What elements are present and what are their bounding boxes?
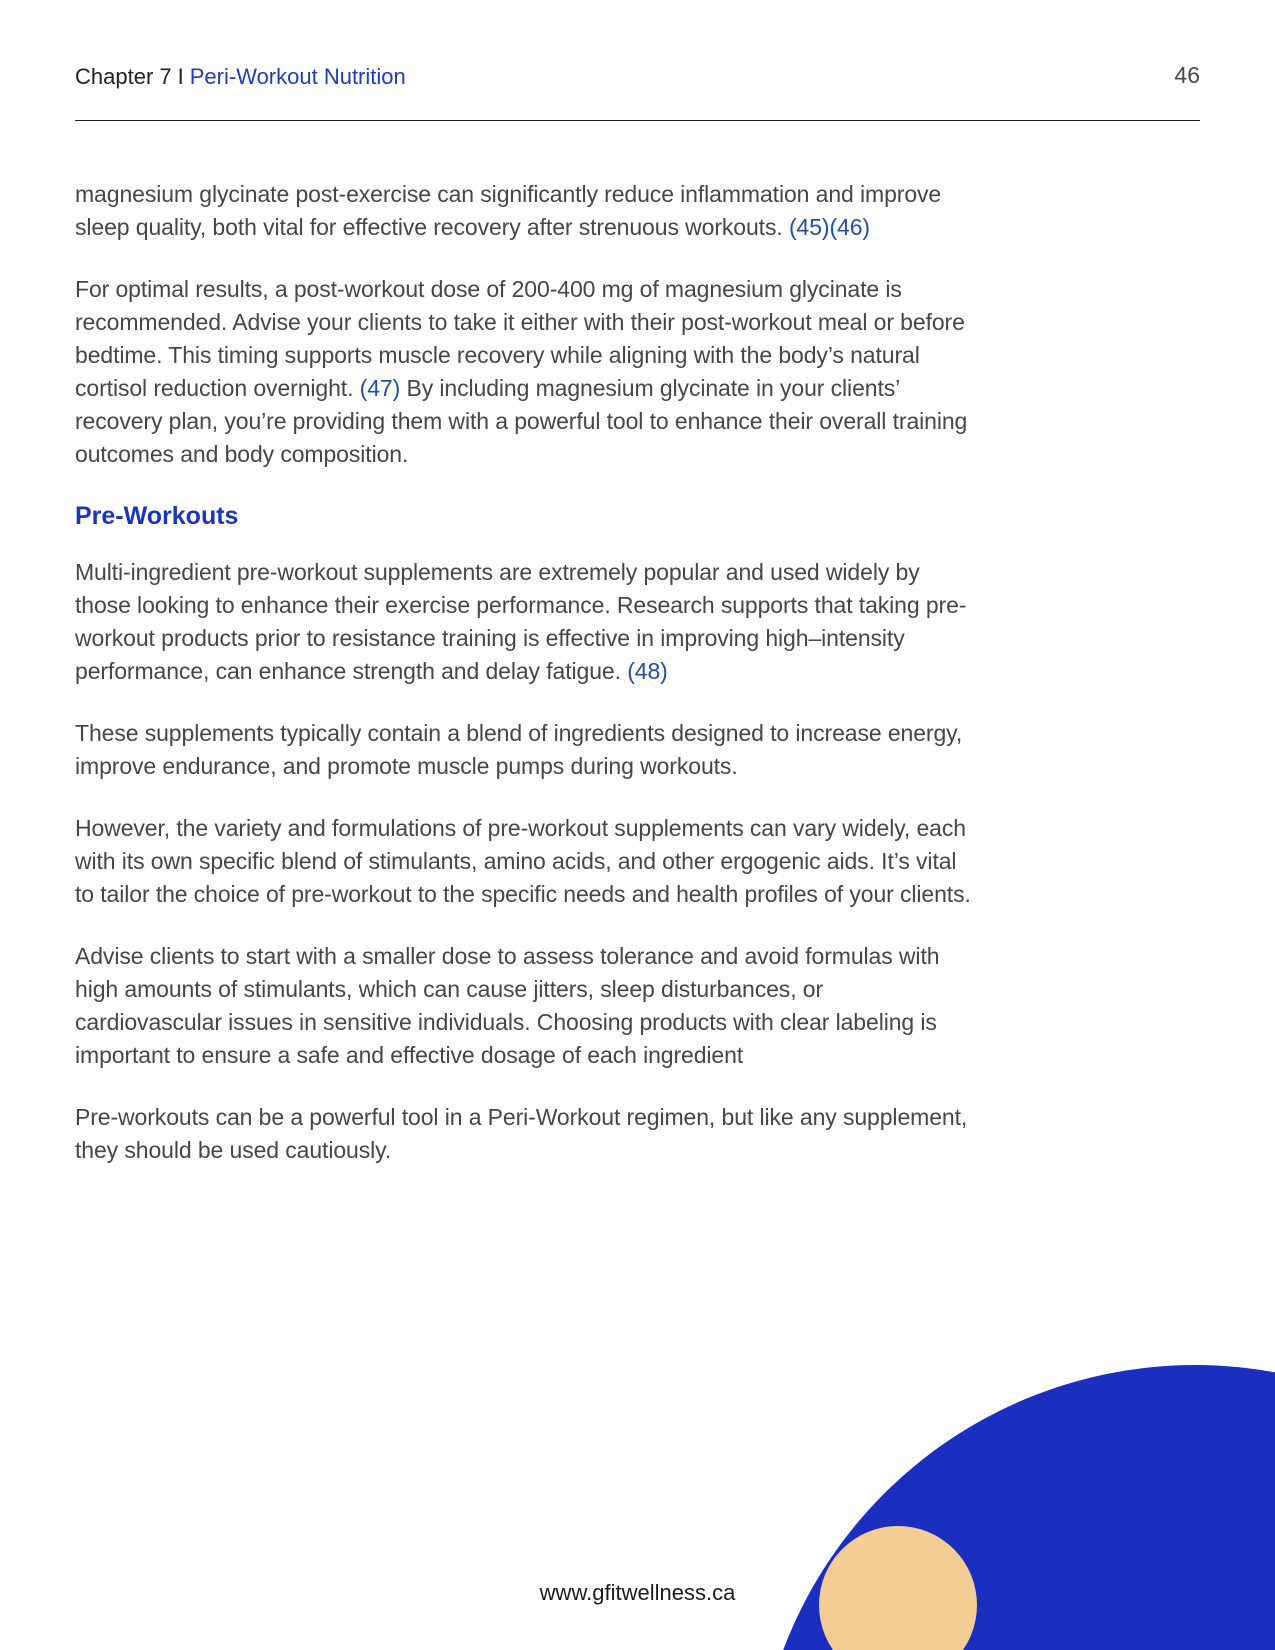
paragraph-text: magnesium glycinate post-exercise can significantly reduce inflammation and improve sleep quality, both vital for effective recovery after strenuous workouts. (75, 181, 942, 240)
paragraph-text: By including magnesium glycinate in your clients’ recovery plan, you’re providing them with a powerful tool to enhance their overall training outcomes and body composition. (75, 375, 968, 467)
section-heading-pre-workouts: Pre-Workouts (75, 502, 239, 530)
section-title: Peri-Workout Nutrition (189, 64, 406, 89)
chapter-label: Chapter 7 (75, 64, 172, 89)
paragraph-conclusion: Pre-workouts can be a powerful tool in a Peri-Workout regimen, but like any supplement, they should be used cautiously. (75, 1104, 968, 1163)
citation-link[interactable]: (46) (829, 214, 870, 240)
page-header (75, 60, 1200, 121)
citation-link[interactable]: (45) (788, 214, 830, 240)
paragraph-pre-workout-intro (75, 556, 975, 688)
footer-website-url: www.gfitwellness.ca (539, 1580, 736, 1605)
paragraph-magnesium-continued (75, 178, 975, 244)
paragraph-magnesium-dosage (75, 273, 975, 471)
paragraph-text: Multi-ingredient pre-workout supplements are extremely popular and used widely by those looking to enhance their exercise performance. Research supports that taking pre-workout products prior to resistance training is effective in improving high–intensity performance, can enhance strength and delay fatigue. (75, 559, 967, 684)
header-chapter-line (75, 64, 406, 90)
paragraph-formulations: However, the variety and formulations of pre-workout supplements can vary widely, each with its own specific blend of stimulants, amino acids, and other ergogenic aids. It’s vital to tailor the choice of pre-workout to the specific needs and health profiles of your clients. (75, 815, 971, 907)
main-content (75, 178, 975, 1196)
header-separator: I (177, 64, 184, 89)
paragraph-text: For optimal results, a post-workout dose of 200-400 mg of magnesium glycinate is recommended. Advise your clients to take it either with their post-workout meal or before bedtime. This timing supports muscle recovery while aligning with the body’s natural cortisol reduction overnight. (75, 276, 965, 401)
citation-link[interactable]: (47) (359, 375, 401, 401)
large-blue-circle (755, 1365, 1275, 1650)
paragraph-ingredients: These supplements typically contain a blend of ingredients designed to increase energy, improve endurance, and promote muscle pumps during workouts. (75, 720, 963, 779)
paragraph-dosage-advice: Advise clients to start with a smaller dose to assess tolerance and avoid formulas with high amounts of stimulants, which can cause jitters, sleep disturbances, or cardiovascular issues in sensitive individuals. Choosing products with clear labeling is important to ensure a safe and effective dosage of each ingredient (75, 943, 940, 1068)
page-number: 46 (1174, 62, 1200, 88)
citation-link[interactable]: (48) (627, 658, 668, 684)
